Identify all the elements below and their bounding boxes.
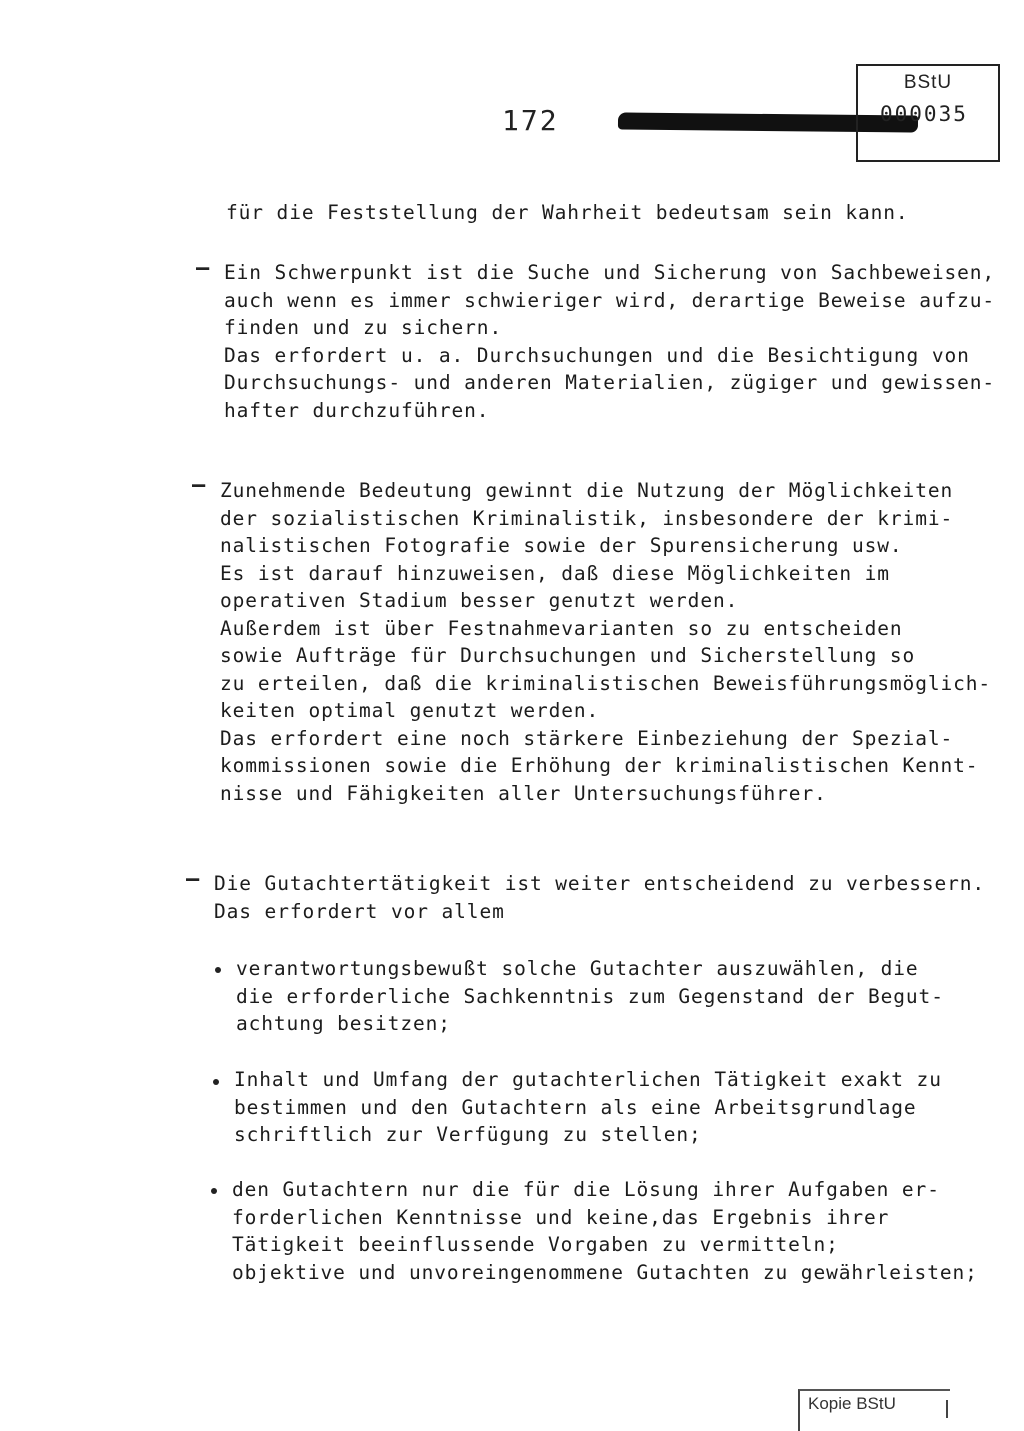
text-line: für die Feststellung der Wahrheit bedeutsam sein kann. <box>226 201 909 224</box>
text-line: nisse und Fähigkeiten aller Untersuchungsführer. <box>220 781 827 805</box>
dash-marker: – <box>192 473 206 498</box>
bullet-marker <box>213 1079 219 1085</box>
text-line: Die Gutachtertätigkeit ist weiter entscheidend zu verbessern. <box>214 872 986 895</box>
text-line: achtung besitzen; <box>236 1012 451 1035</box>
bullet-marker <box>215 967 221 973</box>
text-line: Tätigkeit beeinflussende Vorgaben zu vermitteln; <box>232 1233 839 1256</box>
text-line: Durchsuchungs- und anderen Materialien, zügiger und gewissen- <box>224 371 996 394</box>
dash-marker: – <box>196 256 210 281</box>
archive-stamp-number: 000035 <box>880 102 968 126</box>
text-line: sowie Aufträge für Durchsuchungen und Sicherstellung so <box>220 644 916 667</box>
text-line: Es ist darauf hinzuweisen, daß diese Möglichkeiten im <box>220 561 890 585</box>
intro-paragraph <box>226 199 909 227</box>
copy-stamp-label: Kopie BStU <box>808 1394 896 1413</box>
text-line: finden und zu sichern. <box>224 316 503 339</box>
copy-stamp <box>798 1389 950 1431</box>
bullet-marker <box>211 1188 217 1194</box>
text-line: hafter durchzuführen. <box>224 398 490 422</box>
archive-stamp-label: BStU <box>903 72 953 93</box>
text-line: forderlichen Kenntnisse und keine,das Ergebnis ihrer <box>232 1205 890 1229</box>
archive-stamp <box>856 64 1000 162</box>
list-item-2 <box>220 477 991 807</box>
text-line: objektive und unvoreingenommene Gutachten zu gewährleisten; <box>232 1260 978 1284</box>
sub-item-1 <box>236 955 944 1038</box>
sub-item-2 <box>234 1066 942 1149</box>
text-line: auch wenn es immer schwieriger wird, derartige Beweise aufzu- <box>224 288 996 312</box>
text-line: Das erfordert u. a. Durchsuchungen und die Besichtigung von <box>224 343 970 367</box>
list-item-3 <box>214 870 985 925</box>
dash-marker: – <box>186 867 200 892</box>
sub-item-3 <box>232 1176 978 1286</box>
copy-stamp-mark <box>946 1400 948 1418</box>
text-line: den Gutachtern nur die für die Lösung ihrer Aufgaben er- <box>232 1178 940 1201</box>
text-line: schriftlich zur Verfügung zu stellen; <box>234 1123 702 1146</box>
text-line: verantwortungsbewußt solche Gutachter auszuwählen, die <box>236 957 919 980</box>
text-line: der sozialistischen Kriminalistik, insbesondere der krimi- <box>220 506 954 530</box>
text-line: Zunehmende Bedeutung gewinnt die Nutzung der Möglichkeiten <box>220 479 954 502</box>
text-line: die erforderliche Sachkenntnis zum Gegenstand der Begut- <box>236 984 944 1008</box>
text-line: bestimmen und den Gutachtern als eine Arbeitsgrundlage <box>234 1095 917 1119</box>
text-line: zu erteilen, daß die kriminalistischen Beweisführungsmöglich- <box>220 671 992 695</box>
text-line: Das erfordert vor allem <box>214 899 505 923</box>
text-line: kommissionen sowie die Erhöhung der kriminalistischen Kennt- <box>220 754 979 777</box>
text-line: nalistischen Fotografie sowie der Spurensicherung usw. <box>220 534 903 557</box>
text-line: keiten optimal genutzt werden. <box>220 699 600 722</box>
text-line: Das erfordert eine noch stärkere Einbeziehung der Spezial- <box>220 726 954 750</box>
text-line: Ein Schwerpunkt ist die Suche und Sicherung von Sachbeweisen, <box>224 261 996 284</box>
page-number: 172 <box>502 104 559 137</box>
list-item-1 <box>224 259 995 424</box>
text-line: Inhalt und Umfang der gutachterlichen Tätigkeit exakt zu <box>234 1068 942 1091</box>
text-line: Außerdem ist über Festnahmevarianten so zu entscheiden <box>220 616 903 640</box>
text-line: operativen Stadium besser genutzt werden. <box>220 589 739 612</box>
